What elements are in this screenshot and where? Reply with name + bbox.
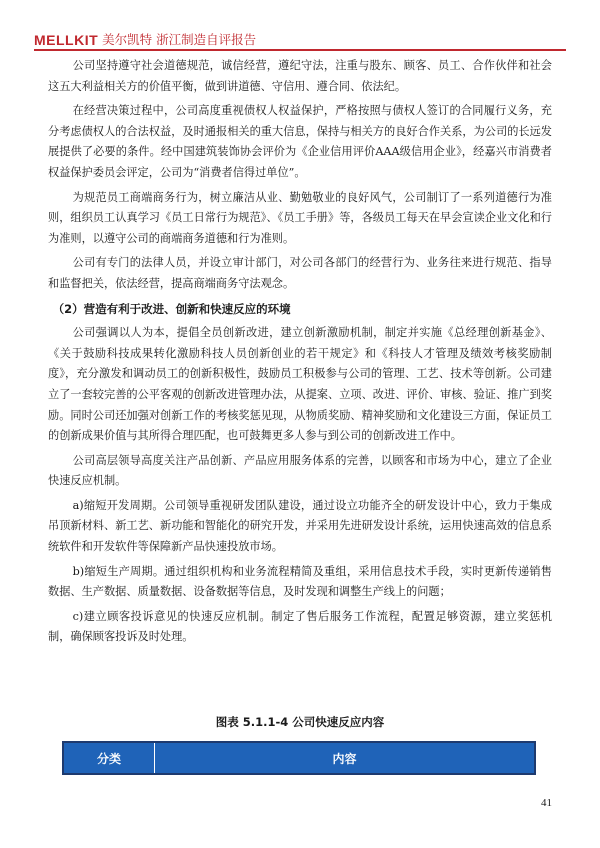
page-header: [34, 22, 566, 48]
page-number: 41: [541, 797, 552, 809]
paragraph: 公司有专门的法律人员，并设立审计部门，对公司各部门的经营行为、业务往来进行规范、指导和监督把关，依法经营，提高商端商务守法观念。: [48, 256, 552, 290]
document-body: [48, 56, 552, 652]
table-header-content: 内容: [332, 751, 357, 766]
report-title: 浙江制造自评报告: [156, 32, 257, 47]
paragraph: 公司高层领导高度关注产品创新、产品应用服务体系的完善，以顾客和市场为中心，建立了企业快速反应机制。: [48, 453, 552, 488]
brand-logo-en: MELLKIT: [34, 32, 99, 48]
paragraph: 公司强调以人为本，提倡全员创新改进，建立创新激励机制，制定并实施《总经理创新基金》、《关于鼓励科技成果转化激励科技人员创新创业的若干规定》和《科技人才管理及绩效考核奖励制度》，充分激发和调动员工的创新积极性，鼓励员工积极参与公司的管理、工艺、技术等创新。公司建立了一套较完善的公平客观的创新改进管理办法，从提案、立项、改进、评价、审核、验证、推广到奖励。同时公司还加强对创新工作的考核奖惩见现，从物质奖励、精神奖励和文化建设三方面，保证员工的创新成果价值与其所得合理匹配，也可鼓舞更多人参与到公司的创新改进工作中。: [48, 326, 552, 443]
header-divider: [34, 49, 566, 51]
paragraph: 为规范员工商端商务行为，树立廉洁从业、勤勉敬业的良好风气，公司制订了一系列道德行为准则，组织员工认真学习《员工日常行为规范》、《员工手册》等，各级员工每天在早会宣读企业文化和行为准则，以遵守公司的商端商务道德和行为准则。: [48, 190, 552, 245]
figure-caption: 图表 5.1.1-4 公司快速反应内容: [215, 715, 385, 729]
paragraph: a)缩短开发周期。公司领导重视研发团队建设，通过设立功能齐全的研发设计中心，致力于集成吊顶新材料、新工艺、新功能和智能化的研究开发，并采用先进研发设计系统，运用快速高效的信息系统软件和开发软件等保障新产品快速投放市场。: [48, 498, 552, 554]
response-table: [62, 741, 536, 775]
paragraph: b)缩短生产周期。通过组织机构和业务流程精简及重组，采用信息技术手段，实时更新传递销售数据、生产数据、质量数据、设备数据等信息，及时发现和调整生产线上的问题；: [48, 564, 552, 599]
paragraph: c)建立顾客投诉意见的快速反应机制。制定了售后服务工作流程，配置足够资源，建立奖惩机制，确保顾客投诉及时处理。: [48, 609, 552, 644]
table-header-category: 分类: [64, 743, 155, 773]
section-subheading: （2）营造有利于改进、创新和快速反应的环境: [52, 301, 291, 316]
brand-logo-cn: 美尔凯特: [102, 32, 153, 47]
paragraph: 在经营决策过程中，公司高度重视债权人权益保护，严格按照与债权人签订的合同履行义务，充分考虑债权人的合法权益，及时通报相关的重大信息，保持与相关方的良好合作关系，为公司的长远发展提供了必要的条件。经中国建筑装饰协会评价为《企业信用评价AAA级信用企业》，经嘉兴市消费者权益保护委员会评定，公司为“消费者信得过单位”。: [48, 104, 552, 179]
paragraph: 公司坚持遵守社会道德规范，诚信经营，遵纪守法，注重与股东、顾客、员工、合作伙伴和社会这五大利益相关方的价值平衡，做到讲道德、守信用、遵合同、依法纪。: [48, 59, 552, 93]
